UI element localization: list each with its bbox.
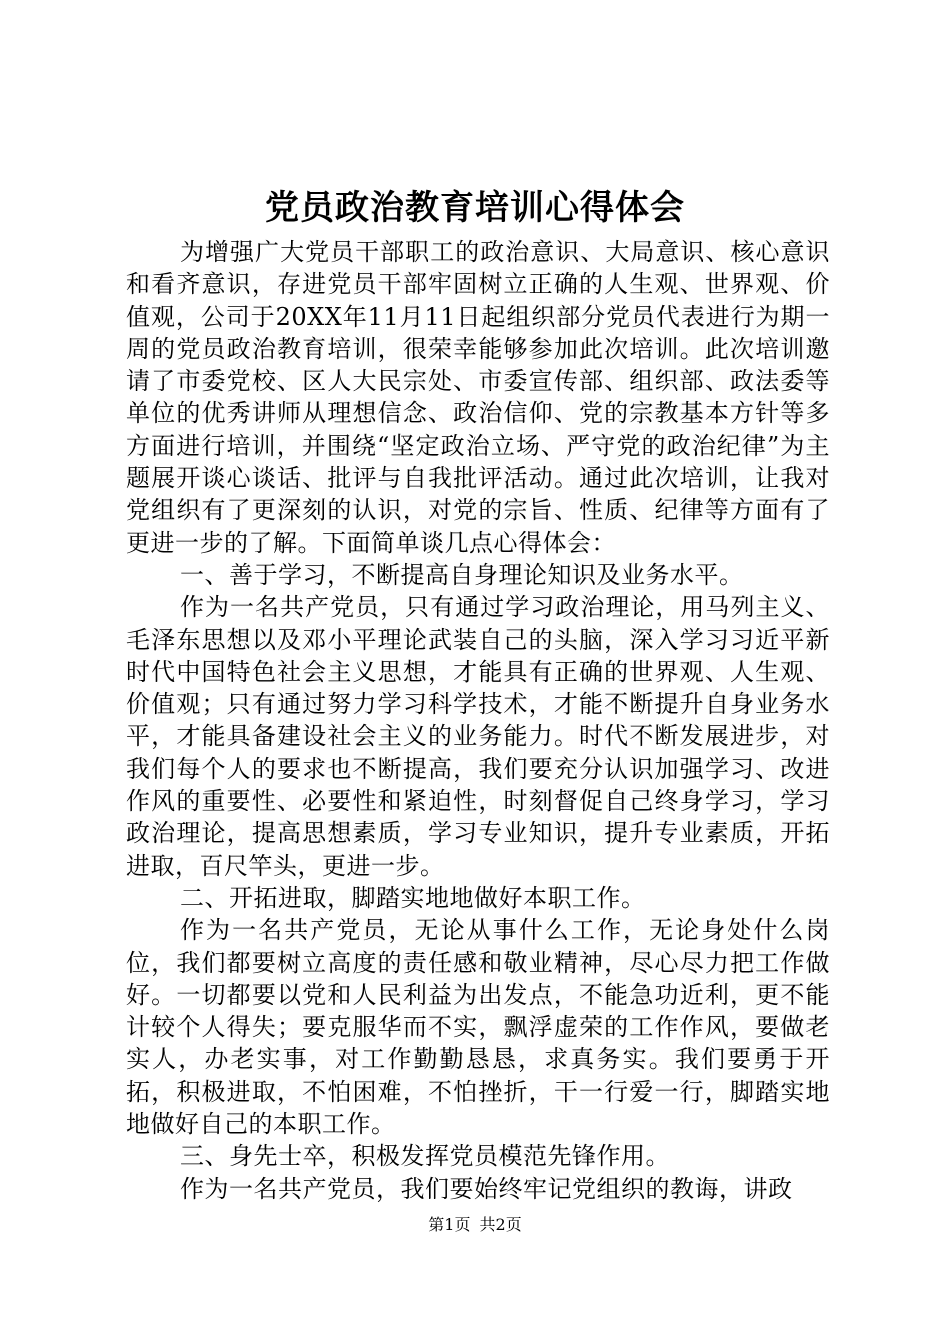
section-heading-3: 三、身先士卒，积极发挥党员模范先锋作用。 <box>180 1142 670 1171</box>
intro-paragraph: 为增强广大党员干部职工的政治意识、大局意识、核心意识和看齐意识，存进党员干部牢固树立正确的人生观、世界观、价值观，公司于20XX年11月11日起组织部分党员代表进行为期一周的党员政治教育培训，很荣幸能够参加此次培训。此次培训邀请了市委党校、区人大民宗处、市委宣传部、组织部、政法委等单位的优秀讲师从理想信念、政治信仰、党的宗教基本方针等多方面进行培训，并围绕“坚定政治立场、严守党的政治纪律”为主题展开谈心谈话、批评与自我批评活动。通过此次培训，让我对党组织有了更深刻的认识，对党的宗旨、性质、纪律等方面有了更进一步的了解。下面简单谈几点心得体会： <box>126 238 830 557</box>
section-body-1: 作为一名共产党员，只有通过学习政治理论，用马列主义、毛泽东思想以及邓小平理论武装自己的头脑，深入学习习近平新时代中国特色社会主义思想，才能具有正确的世界观、人生观、价值观；只有通过努力学习科学技术，才能不断提升自身业务水平，才能具备建设社会主义的业务能力。时代不断发展进步，对我们每个人的要求也不断提高，我们要充分认识加强学习、改进作风的重要性、必要性和紧迫性，时刻督促自己终身学习，学习政治理论，提高思想素质，学习专业知识，提升专业素质，开拓进取，百尺竿头，更进一步。 <box>126 593 830 880</box>
page-footer: 第1页 共2页 <box>428 1215 522 1234</box>
section-heading-1: 一、善于学习，不断提高自身理论知识及业务水平。 <box>180 560 744 589</box>
section-body-3: 作为一名共产党员，我们要始终牢记党组织的教诲，讲政 <box>180 1174 793 1203</box>
document-title: 党员政治教育培训心得体会 <box>265 188 685 228</box>
section-body-2: 作为一名共产党员，无论从事什么工作，无论身处什么岗位，我们都要树立高度的责任感和敬业精神，尽心尽力把工作做好。一切都要以党和人民利益为出发点，不能急功近利，更不能计较个人得失；要克服华而不实，飘浮虚荣的工作作风，要做老实人，办老实事，对工作勤勤恳恳，求真务实。我们要勇于开拓，积极进取，不怕困难，不怕挫折，干一行爱一行，脚踏实地地做好自己的本职工作。 <box>126 916 830 1139</box>
document-body <box>126 236 830 1205</box>
section-heading-2: 二、开拓进取，脚踏实地地做好本职工作。 <box>180 883 646 912</box>
